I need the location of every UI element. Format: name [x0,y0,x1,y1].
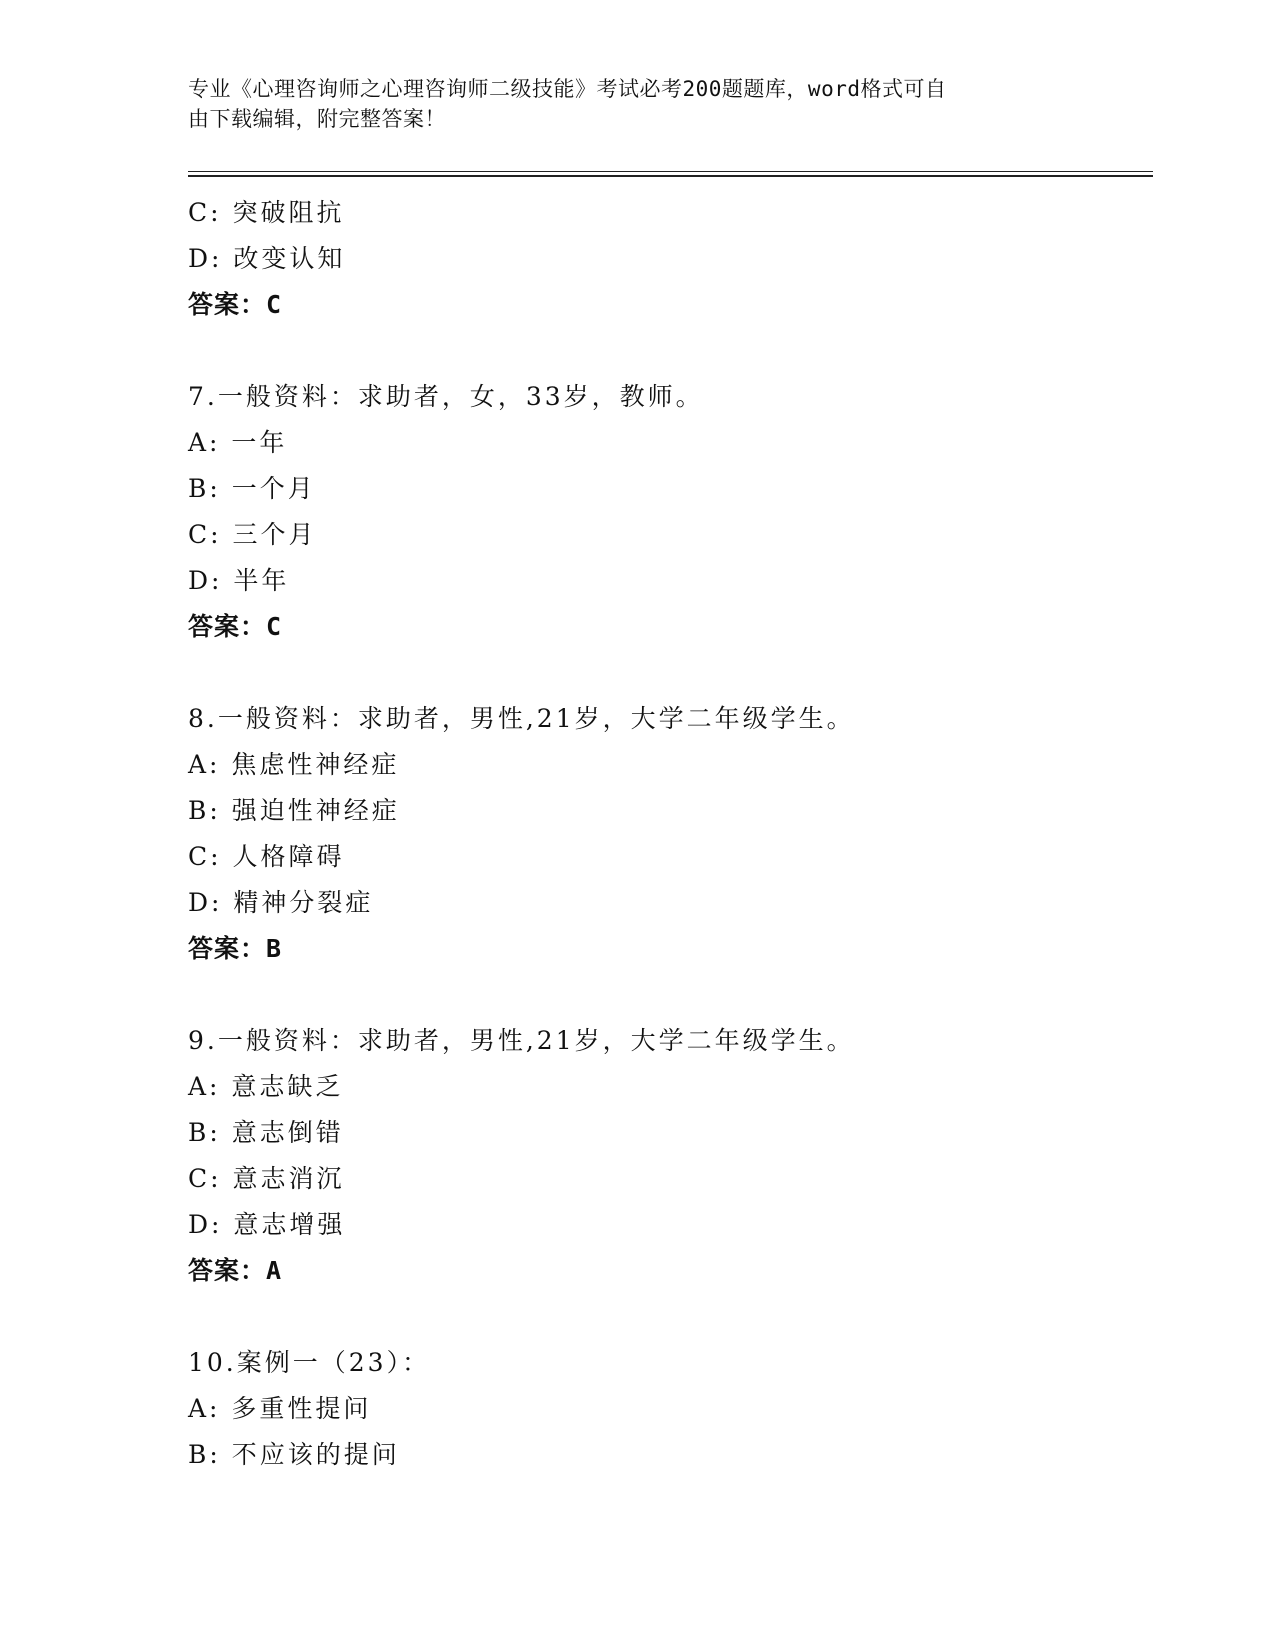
option-d: D: 意志增强 [188,1210,346,1239]
header-rule-thin [188,171,1153,172]
question-stem: 9.一般资料：求助者，男性,21岁，大学二年级学生。 [188,1026,855,1055]
answer-line: 答案：C [188,290,283,319]
spacer [188,972,1153,1018]
header-line-2: 由下载编辑，附完整答案！ [188,107,446,131]
header-rule-thick [188,175,1153,177]
question-stem: 10.案例一（23）： [188,1348,431,1377]
header-line-1: 专业《心理咨询师之心理咨询师二级技能》考试必考200题题库，word格式可自 [188,77,947,101]
answer-line: 答案：B [188,934,283,963]
option-a: A: 一年 [188,428,288,457]
question-stem: 8.一般资料：求助者，男性,21岁，大学二年级学生。 [188,704,855,733]
document-header [188,74,1068,134]
spacer [188,1294,1153,1340]
question-10 [188,1340,1153,1478]
option-a: A: 焦虑性神经症 [188,750,400,779]
question-list [188,190,1153,1478]
option-b: B: 意志倒错 [188,1118,344,1147]
question-8 [188,696,1153,972]
answer-line: 答案：A [188,1256,283,1285]
option-b: B: 一个月 [188,474,316,503]
question-7 [188,374,1153,650]
question-9 [188,1018,1153,1294]
option-b: B: 不应该的提问 [188,1440,400,1469]
option-d: D: 精神分裂症 [188,888,374,917]
option-c: C: 意志消沉 [188,1164,345,1193]
option-a: A: 意志缺乏 [188,1072,344,1101]
spacer [188,650,1153,696]
previous-question-tail [188,190,1153,328]
option-c: C: 三个月 [188,520,317,549]
answer-line: 答案：C [188,612,283,641]
question-stem: 7.一般资料：求助者，女，33岁，教师。 [188,382,704,411]
option-c: C: 突破阻抗 [188,198,345,227]
option-d: D: 半年 [188,566,290,595]
spacer [188,328,1153,374]
option-b: B: 强迫性神经症 [188,796,400,825]
option-d: D: 改变认知 [188,244,346,273]
option-c: C: 人格障碍 [188,842,345,871]
option-a: A: 多重性提问 [188,1394,372,1423]
